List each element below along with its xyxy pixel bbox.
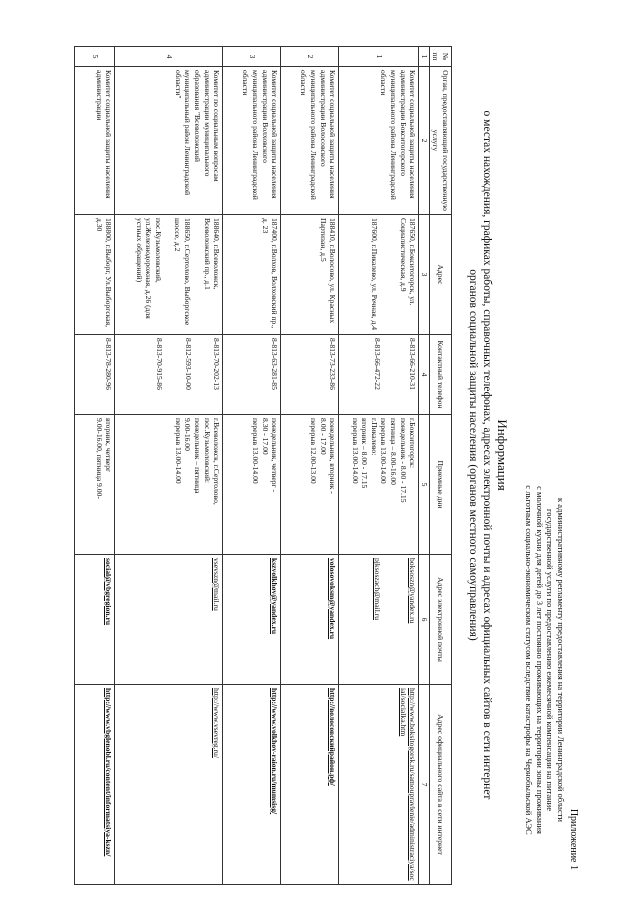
email-cell xyxy=(115,555,223,685)
column-number: 7 xyxy=(419,685,430,885)
table-header-row xyxy=(429,47,451,885)
email-link[interactable]: boksoszn@yandex.ru xyxy=(408,558,418,624)
days-line: перерыв 13.00-14.00 xyxy=(251,418,261,484)
organ-cell: Комитет социальной защиты населения администрации Бокситогорского муниципального района Ленинградской области xyxy=(339,67,419,215)
site-cell xyxy=(223,685,281,885)
header-cell-phone: Контактный телефон xyxy=(429,335,451,415)
phone-cell xyxy=(115,335,223,415)
phone-number: 8-812-593-10-00 xyxy=(183,338,193,390)
days-line: 9.00-16.00, пятница 9.00- xyxy=(94,418,104,499)
row-number: 5 xyxy=(75,47,115,67)
address-cell xyxy=(339,215,419,335)
spacer xyxy=(164,338,183,411)
address-line: 188640, г.Всеволожск, Всеволожский пр., д.1 xyxy=(202,218,222,290)
days-line: 9.00-16.00 xyxy=(183,418,193,451)
column-number: 1 xyxy=(419,47,430,67)
column-number: 4 xyxy=(419,335,430,415)
site-cell xyxy=(115,685,223,885)
column-number: 6 xyxy=(419,555,430,685)
heading-title: Информация xyxy=(495,419,510,491)
phone-cell: 8-813-73-233-86 xyxy=(281,335,339,415)
row-number: 3 xyxy=(223,47,281,67)
appendix-line: с молочной кухни для детей до 3 лет постоянно проживающих на территории зоны проживания xyxy=(534,486,545,834)
column-number: 3 xyxy=(419,215,430,335)
header-cell-site: Адрес официального сайта в сети интернет xyxy=(429,685,451,885)
site-link[interactable]: http://www.vsevreg.ru/ xyxy=(212,688,222,758)
offices-table xyxy=(74,46,452,885)
row-number: 1 xyxy=(339,47,419,67)
address-line: 187600, г.Пикалево, ул. Речная, д.4 xyxy=(370,218,380,331)
email-cell xyxy=(75,555,115,685)
document-heading xyxy=(466,60,510,850)
address-cell: 188410, г.Волосово, ул. Красных Партизан, д.5 xyxy=(281,215,339,335)
days-cell xyxy=(281,415,339,555)
spacer xyxy=(192,218,202,331)
table-row xyxy=(281,47,339,885)
organ-cell: Комитет социальной защиты населения администрации xyxy=(75,67,115,215)
address-line: пос.Кузьмоловский, ул.Железнодорожная, д.26 (для устных обращений) xyxy=(134,218,163,319)
appendix-block xyxy=(524,450,578,870)
email-cell xyxy=(223,555,281,685)
spacer xyxy=(163,218,173,331)
spacer xyxy=(382,558,408,681)
days-line: 8.00 - 17.00 xyxy=(318,418,328,455)
phone-cell: 8-813-63-281-85 xyxy=(223,335,281,415)
email-cell xyxy=(281,555,339,685)
address-line: 187650, г.Бокситогорск, ул. Социалистическая, д.9 xyxy=(398,218,418,306)
days-line: вторник, четверг xyxy=(104,418,114,473)
appendix-line: государственной услуги по предоставлению ежемесячной компенсации на питание xyxy=(545,509,556,811)
email-cell xyxy=(339,555,419,685)
phone-number: 8-813-66-472-22 xyxy=(372,338,382,390)
address-cell: 188800, г.Выборг, Ул.Выборгская, д.30 xyxy=(75,215,115,335)
email-link[interactable]: volosovoksm@yandex.ru xyxy=(328,558,338,640)
site-link[interactable]: http://www.vbglenobl.ru/content/informatsiya-kszn/ xyxy=(104,688,114,857)
column-number: 2 xyxy=(419,67,430,215)
days-line: перерыв 13.00-14.00 xyxy=(379,418,389,484)
days-line: понедельник, четверг - xyxy=(270,418,280,493)
site-link[interactable]: http://волосовскийрайон.рф/ xyxy=(328,688,338,786)
address-cell: 187400, г.Волхов, Волховский пр., д. 23 xyxy=(223,215,281,335)
heading-subtitle-2: органов социальной защиты населения (органов местного самоуправления) xyxy=(467,269,479,641)
email-link[interactable]: social@vbgregion.ru xyxy=(104,558,114,626)
spacer xyxy=(193,338,212,411)
table-row xyxy=(339,47,419,885)
phone-number: 8-813-70-915-86 xyxy=(155,338,165,390)
table-row xyxy=(75,47,115,885)
days-line: перерыв 13.00-14.00 xyxy=(173,418,183,484)
days-line: г.Всеволожск, г.Сертолово, пос.Кузьмоловский: xyxy=(202,418,222,505)
organ-cell: Комитет по социальным вопросам администрации муниципального образования "Всеволожский муниципальный район Ленинградской области" xyxy=(115,67,223,215)
row-number: 4 xyxy=(115,47,223,67)
days-line: вторник – 8.00 - 17.15 xyxy=(360,418,370,489)
column-number: 5 xyxy=(419,415,430,555)
days-line: перерыв 12.00-13.00 xyxy=(309,418,319,484)
header-cell-no: № пп xyxy=(429,47,451,67)
header-cell-days: Приемные дни xyxy=(429,415,451,555)
appendix-line: с льготным социально-экономическим статусом вследствие катастрофы на Чернобыльской АЭС xyxy=(524,485,535,835)
days-line: 8.30 - 17.00 xyxy=(260,418,270,455)
phone-cell: 8-813-78-280-96 xyxy=(75,335,115,415)
email-link[interactable]: pjksoszach@mail.ru xyxy=(372,558,382,621)
days-line: г.Пикалево: xyxy=(369,418,379,456)
phone-number: 8-813-70-202-13 xyxy=(212,338,222,390)
days-line: понедельник, вторник - xyxy=(328,418,338,494)
email-link[interactable]: kszvolkhov@yandex.ru xyxy=(270,558,280,635)
days-cell xyxy=(339,415,419,555)
days-cell xyxy=(223,415,281,555)
address-cell xyxy=(115,215,223,335)
days-line: перерыв 13.00-14.00 xyxy=(350,418,360,484)
site-link[interactable]: http://www.boksitogorsk.ru/samoupravlenie/administraciya/social/socialka.htm xyxy=(398,688,418,881)
days-line: понедельник - 8.00 - 17.15 xyxy=(398,418,408,503)
days-cell xyxy=(115,415,223,555)
days-line: понедельник – пятница xyxy=(193,418,203,494)
site-cell xyxy=(281,685,339,885)
header-cell-email: Адрес электронной почты xyxy=(429,555,451,685)
site-cell xyxy=(75,685,115,885)
header-cell-address: Адрес xyxy=(429,215,451,335)
address-line: 188650, г.Сертолово, Выборгское шоссе, д.2 xyxy=(173,218,193,326)
header-cell-organ: Орган, предоставляющий государственную услугу xyxy=(429,67,451,215)
organ-cell: Комитет социальной защиты населения администрации Волосовского муниципального района Ленинградской области xyxy=(281,67,339,215)
spacer xyxy=(382,338,408,411)
organ-cell: Комитет социальной защиты населения администрации Волховского муниципального района Ленинградской области xyxy=(223,67,281,215)
days-line: г.Бокситогорск: xyxy=(408,418,418,468)
site-cell xyxy=(339,685,419,885)
spacer xyxy=(379,218,398,331)
appendix-line: к административному регламенту предоставления на территории Ленинградской области xyxy=(555,498,566,822)
row-number: 2 xyxy=(281,47,339,67)
appendix-title: Приложение 1 xyxy=(568,808,579,870)
phone-cell xyxy=(339,335,419,415)
days-cell xyxy=(75,415,115,555)
column-number-row xyxy=(419,47,430,885)
table-row xyxy=(115,47,223,885)
table-row xyxy=(223,47,281,885)
heading-subtitle: о местах нахождения, графиках работы, справочных телефонах, адресах электронной почты и адресах официальных сайтов в сети интернет xyxy=(481,110,493,800)
phone-number: 8-813-66-210-31 xyxy=(408,338,418,390)
email-link[interactable]: vsevszn@mail.ru xyxy=(212,558,222,611)
site-link[interactable]: http://www.volkhov-raion.ru/mumsisg/ xyxy=(270,688,280,815)
days-line: пятница – 8.00-16.00 xyxy=(389,418,399,485)
